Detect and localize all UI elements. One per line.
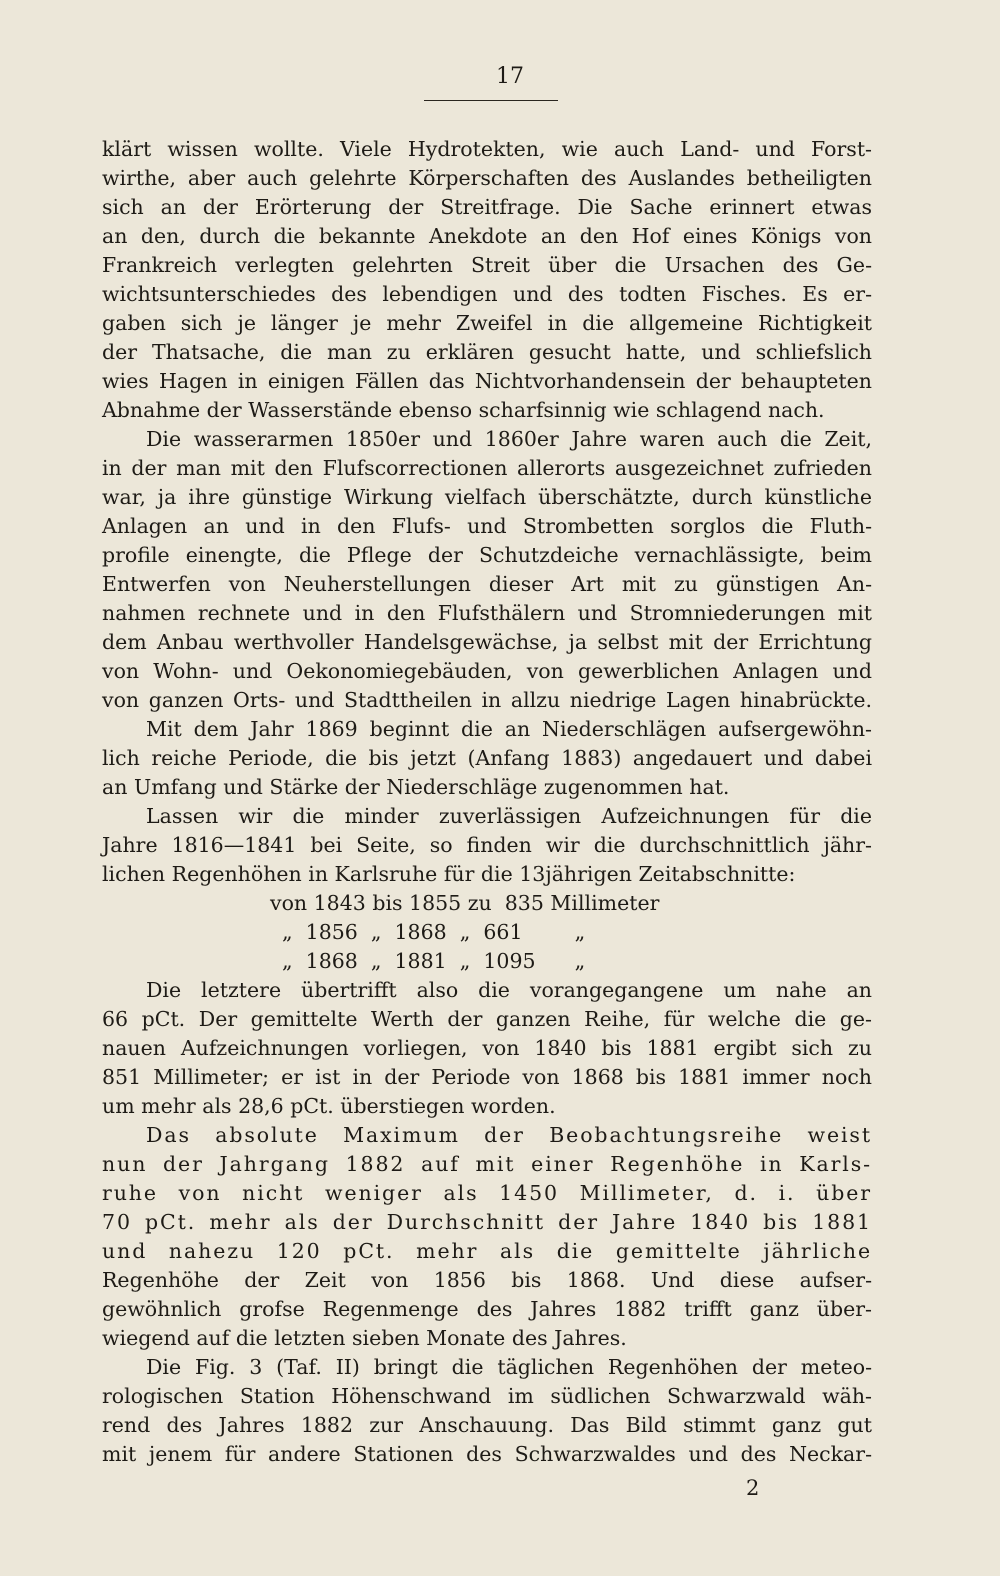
- text-line: von ganzen Orts- und Stadttheilen in allzu niedrige Lagen hinabrückte.: [102, 688, 872, 712]
- text-line: wichtsunterschiedes des lebendigen und des todten Fisches. Es er-: [102, 282, 872, 306]
- signature-mark: 2: [746, 1476, 760, 1500]
- text-line: wies Hagen in einigen Fällen das Nichtvorhandensein der behaupteten: [102, 369, 872, 393]
- rainfall-table-row: von 1843 bis 1855 zu 835 Millimeter: [270, 891, 660, 915]
- text-line: lich reiche Periode, die bis jetzt (Anfang 1883) angedauert und dabei: [102, 746, 872, 770]
- text-line: gewöhnlich grofse Regenmenge des Jahres 1882 trifft ganz über-: [102, 1297, 872, 1321]
- page-number: 17: [496, 64, 524, 89]
- text-line: der Thatsache, die man zu erklären gesucht hatte, und schliefslich: [102, 340, 872, 364]
- paragraph-start-line: Die Fig. 3 (Taf. II) bringt die täglichen Regenhöhen der meteo-: [146, 1355, 872, 1379]
- text-line: wiegend auf die letzten sieben Monate des Jahres.: [102, 1326, 627, 1350]
- rainfall-table-row: „ 1868 „ 1881 „ 1095 „: [282, 949, 586, 973]
- text-line: klärt wissen wollte. Viele Hydrotekten, wie auch Land- und Forst-: [102, 137, 872, 161]
- text-line: Anlagen an und in den Flufs- und Strombetten sorglos die Fluth-: [102, 514, 872, 538]
- text-line: profile einengte, die Pflege der Schutzdeiche vernachlässigte, beim: [102, 543, 872, 567]
- text-line: Frankreich verlegten gelehrten Streit über die Ursachen des Ge-: [102, 253, 872, 277]
- text-line: sich an der Erörterung der Streitfrage. Die Sache erinnert etwas: [102, 195, 872, 219]
- text-line: nun der Jahrgang 1882 auf mit einer Regenhöhe in Karls-: [102, 1152, 872, 1176]
- text-line: Jahre 1816—1841 bei Seite, so finden wir die durchschnittlich jähr-: [102, 833, 872, 857]
- paragraph-start-line: Die letztere übertrifft also die vorangegangene um nahe an: [146, 978, 872, 1002]
- text-line: dem Anbau werthvoller Handelsgewächse, ja selbst mit der Errichtung: [102, 630, 872, 654]
- text-line: Entwerfen von Neuherstellungen dieser Art mit zu günstigen An-: [102, 572, 872, 596]
- text-line: mit jenem für andere Stationen des Schwarzwaldes und des Neckar-: [102, 1442, 872, 1466]
- text-line: an den, durch die bekannte Anekdote an den Hof eines Königs von: [102, 224, 872, 248]
- rainfall-table-row: „ 1856 „ 1868 „ 661 „: [282, 920, 586, 944]
- header-rule: [424, 100, 558, 101]
- text-line: an Umfang und Stärke der Niederschläge zugenommen hat.: [102, 775, 730, 799]
- text-line: und nahezu 120 pCt. mehr als die gemittelte jährliche: [102, 1239, 872, 1263]
- paragraph-start-line: Mit dem Jahr 1869 beginnt die an Niederschlägen aufsergewöhn-: [146, 717, 872, 741]
- text-line: lichen Regenhöhen in Karlsruhe für die 13jährigen Zeitabschnitte:: [102, 862, 796, 886]
- text-line: 851 Millimeter; er ist in der Periode von 1868 bis 1881 immer noch: [102, 1065, 872, 1089]
- text-line: um mehr als 28,6 pCt. überstiegen worden.: [102, 1094, 556, 1118]
- text-line: gaben sich je länger je mehr Zweifel in die allgemeine Richtigkeit: [102, 311, 872, 335]
- text-line: nauen Aufzeichnungen vorliegen, von 1840 bis 1881 ergibt sich zu: [102, 1036, 872, 1060]
- text-line: war, ja ihre günstige Wirkung vielfach überschätzte, durch künstliche: [102, 485, 872, 509]
- text-line: wirthe, aber auch gelehrte Körperschaften des Auslandes betheiligten: [102, 166, 872, 190]
- paragraph-start-line: Das absolute Maximum der Beobachtungsreihe weist: [146, 1123, 872, 1147]
- paragraph-start-line: Die wasserarmen 1850er und 1860er Jahre waren auch die Zeit,: [146, 427, 872, 451]
- text-line: 70 pCt. mehr als der Durchschnitt der Jahre 1840 bis 1881: [102, 1210, 872, 1234]
- text-line: rologischen Station Höhenschwand im südlichen Schwarzwald wäh-: [102, 1384, 872, 1408]
- text-line: von Wohn- und Oekonomiegebäuden, von gewerblichen Anlagen und: [102, 659, 872, 683]
- body-text: [102, 135, 872, 1469]
- text-line: nahmen rechnete und in den Flufsthälern und Stromniederungen mit: [102, 601, 872, 625]
- paragraph-start-line: Lassen wir die minder zuverlässigen Aufzeichnungen für die: [146, 804, 872, 828]
- text-line: ruhe von nicht weniger als 1450 Millimeter, d. i. über: [102, 1181, 872, 1205]
- text-line: in der man mit den Flufscorrectionen allerorts ausgezeichnet zufrieden: [102, 456, 872, 480]
- text-line: Abnahme der Wasserstände ebenso scharfsinnig wie schlagend nach.: [102, 398, 825, 422]
- text-line: Regenhöhe der Zeit von 1856 bis 1868. Und diese aufser-: [102, 1268, 872, 1292]
- text-line: 66 pCt. Der gemittelte Werth der ganzen Reihe, für welche die ge-: [102, 1007, 872, 1031]
- text-line: rend des Jahres 1882 zur Anschauung. Das Bild stimmt ganz gut: [102, 1413, 872, 1437]
